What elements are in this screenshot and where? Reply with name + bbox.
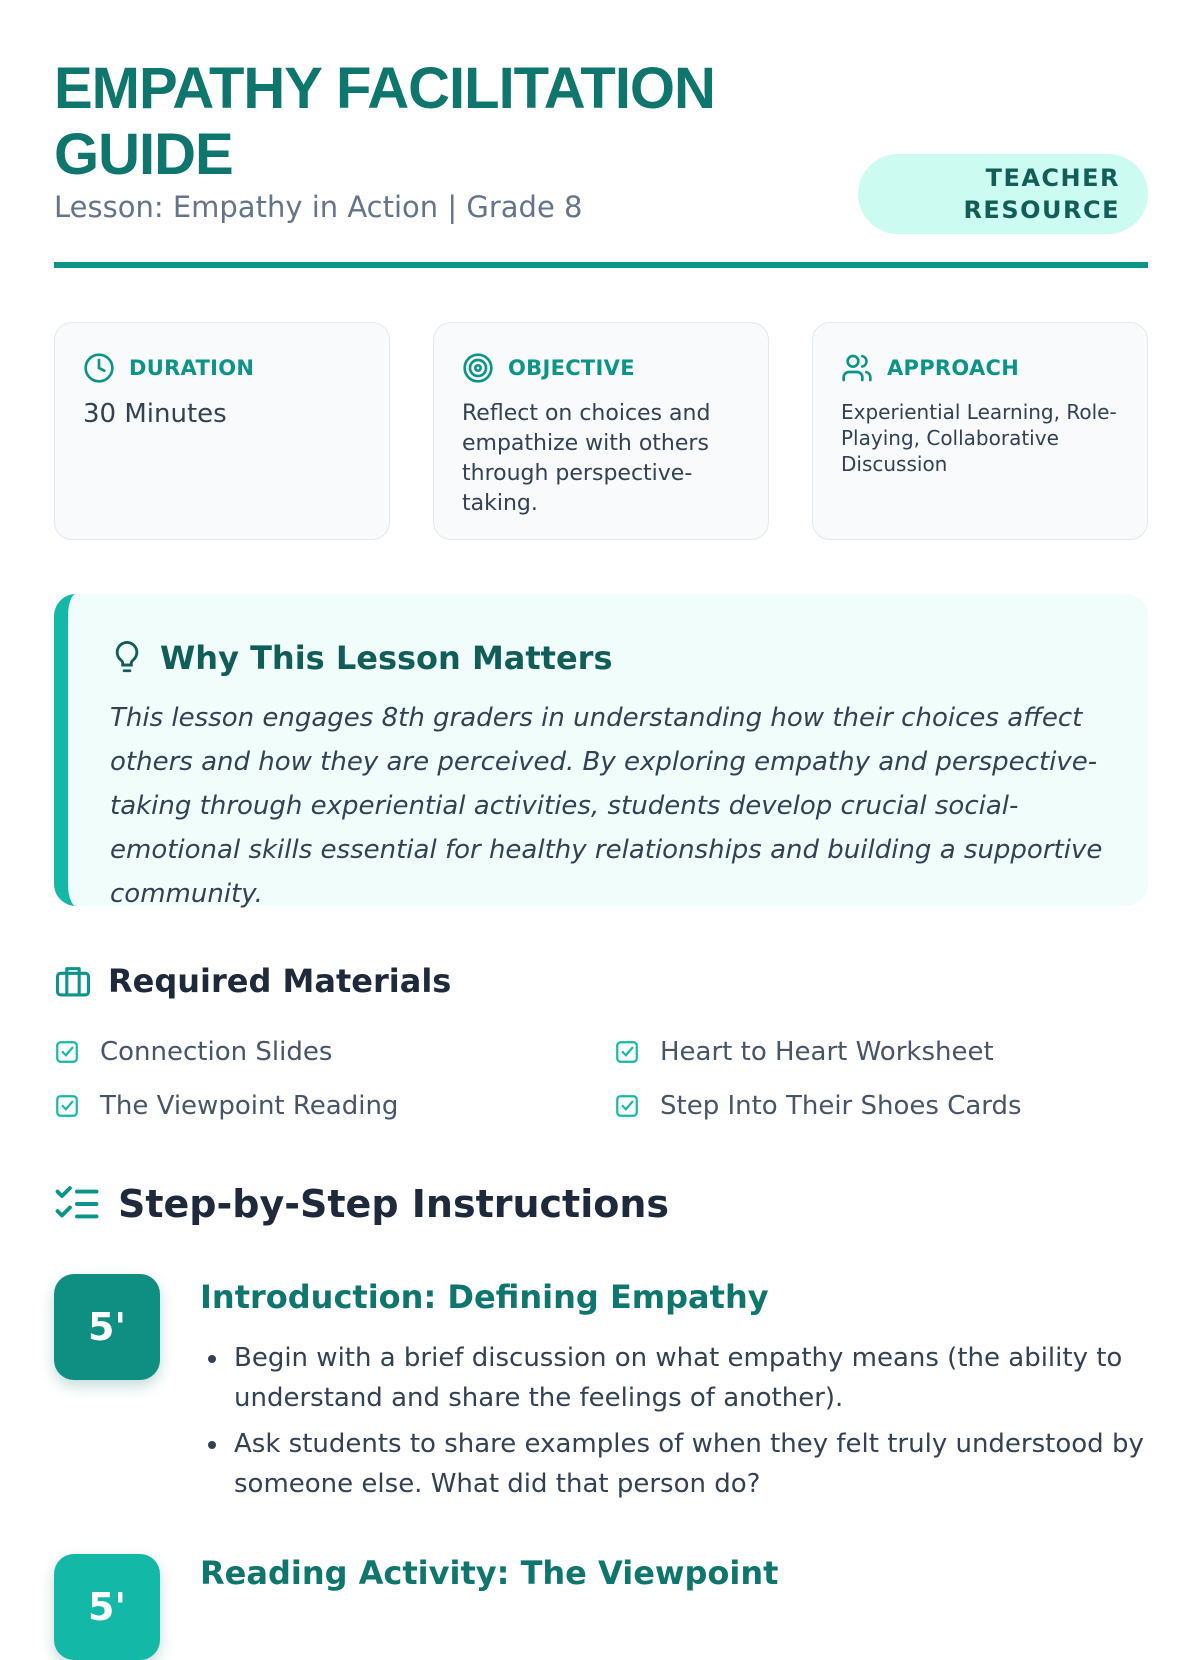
step-bullet: Begin with a brief discussion on what empathy means (the ability to understand and share the feelings of another). bbox=[234, 1338, 1148, 1418]
page-header bbox=[54, 56, 1148, 268]
teacher-resource-badge bbox=[858, 154, 1148, 234]
users-icon bbox=[841, 352, 873, 384]
step-time-badge: 5' bbox=[54, 1554, 160, 1660]
step-time-badge: 5' bbox=[54, 1274, 160, 1380]
step-item bbox=[54, 1554, 1148, 1629]
material-label: Connection Slides bbox=[100, 1037, 333, 1067]
checkbox-checked-icon bbox=[54, 1093, 80, 1119]
target-icon bbox=[462, 352, 494, 384]
header-divider bbox=[54, 262, 1148, 268]
required-materials-section bbox=[54, 962, 1148, 1142]
page-subtitle: Lesson: Empathy in Action | Grade 8 bbox=[54, 190, 583, 224]
page-title: EMPATHY FACILITATION GUIDE bbox=[54, 56, 715, 187]
material-item bbox=[54, 1086, 398, 1126]
duration-label: DURATION bbox=[129, 356, 255, 380]
objective-label: OBJECTIVE bbox=[508, 356, 635, 380]
material-item bbox=[614, 1032, 994, 1072]
step-title: Introduction: Defining Empathy bbox=[200, 1278, 769, 1316]
material-item bbox=[54, 1032, 332, 1072]
clock-icon bbox=[83, 352, 115, 384]
badge-line-2: RESOURCE bbox=[963, 196, 1120, 224]
step-item bbox=[54, 1274, 1148, 1504]
approach-card bbox=[812, 322, 1148, 540]
steps-title: Step-by-Step Instructions bbox=[118, 1182, 670, 1226]
approach-value: Experiential Learning, Role-Playing, Collaborative Discussion bbox=[841, 400, 1117, 476]
why-this-matters-box bbox=[54, 594, 1148, 909]
lightbulb-icon bbox=[110, 639, 144, 677]
briefcase-icon bbox=[54, 964, 92, 998]
step-bullet: Ask students to share examples of when they felt truly understood by someone else. What did that person do? bbox=[234, 1424, 1148, 1504]
checkbox-checked-icon bbox=[614, 1039, 640, 1065]
lesson-guide-page bbox=[54, 0, 1148, 1629]
material-item bbox=[614, 1086, 1022, 1126]
checklist-icon bbox=[54, 1184, 100, 1224]
badge-line-1: TEACHER bbox=[985, 164, 1120, 192]
why-text: This lesson engages 8th graders in understanding how their choices affect others and how they are perceived. By exploring empathy and perspective-taking through experiential activities, students develop crucial social-emotional skills essential for healthy relationships and building a supportive community. bbox=[110, 703, 1103, 909]
approach-label: APPROACH bbox=[887, 356, 1020, 380]
step-bullets bbox=[234, 1338, 1148, 1510]
why-title: Why This Lesson Matters bbox=[160, 639, 613, 677]
info-cards bbox=[54, 322, 1148, 540]
materials-title: Required Materials bbox=[108, 962, 452, 1000]
checkbox-checked-icon bbox=[614, 1093, 640, 1119]
material-label: The Viewpoint Reading bbox=[100, 1091, 399, 1121]
objective-card bbox=[433, 322, 769, 540]
duration-value: 30 Minutes bbox=[83, 399, 227, 429]
material-label: Step Into Their Shoes Cards bbox=[660, 1091, 1022, 1121]
steps-section-header bbox=[54, 1182, 669, 1226]
objective-value: Reflect on choices and empathize with others through perspective-taking. bbox=[462, 401, 711, 516]
material-label: Heart to Heart Worksheet bbox=[660, 1037, 994, 1067]
duration-card bbox=[54, 322, 390, 540]
step-title: Reading Activity: The Viewpoint bbox=[200, 1554, 779, 1592]
checkbox-checked-icon bbox=[54, 1039, 80, 1065]
